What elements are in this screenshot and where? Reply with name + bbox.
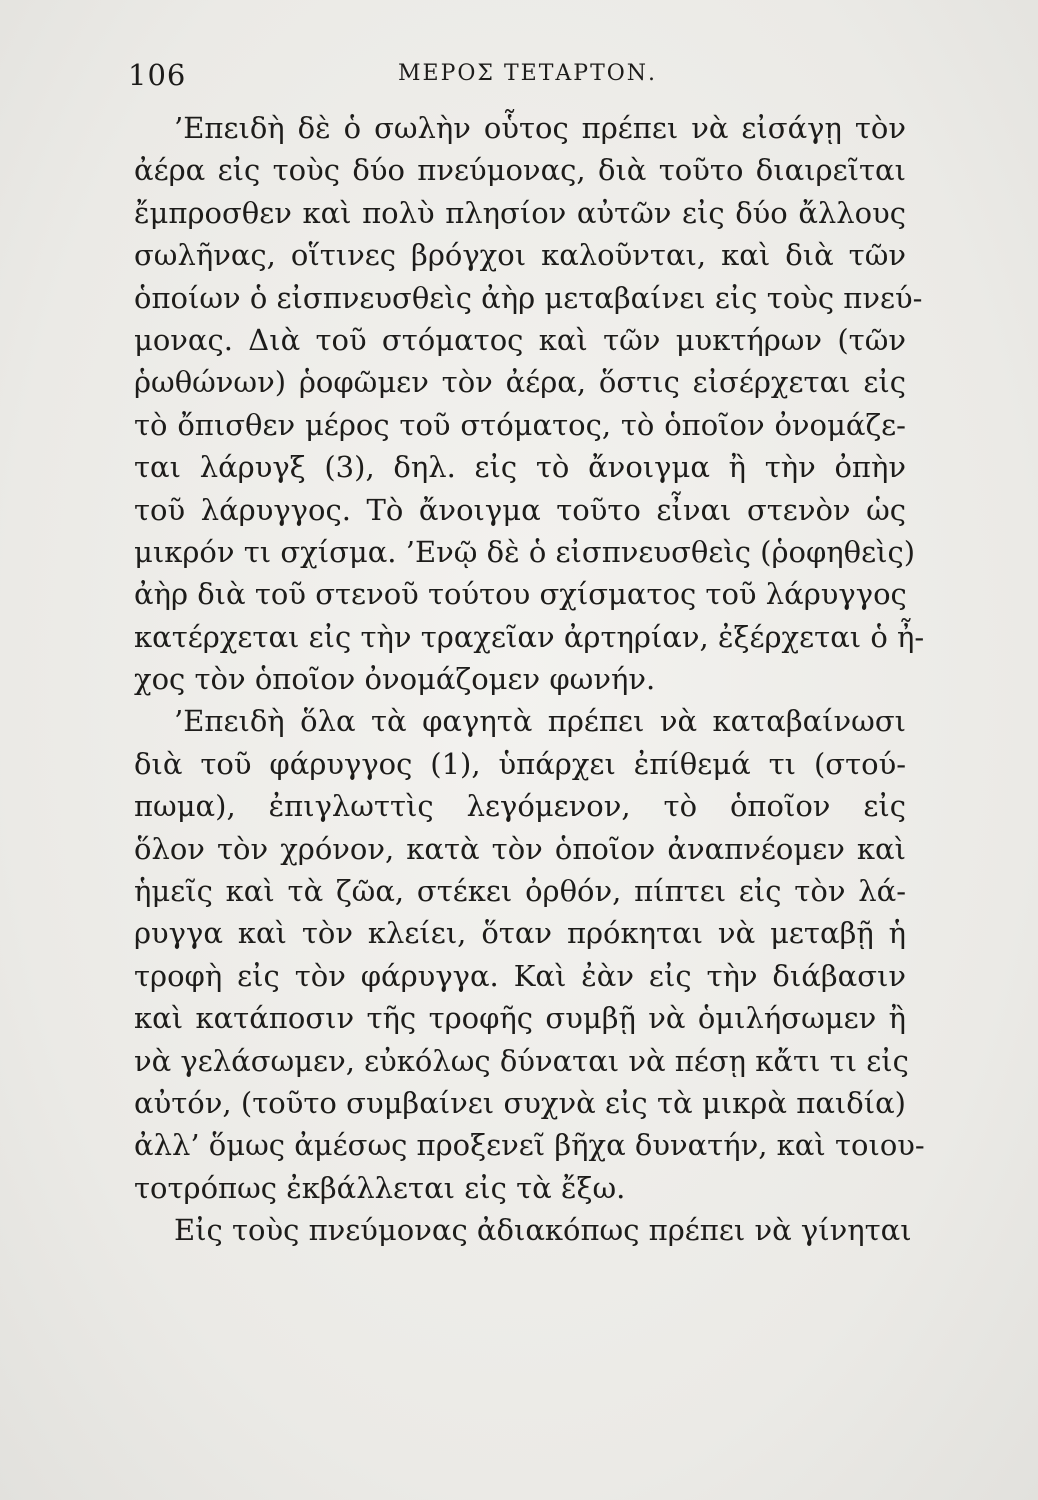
page-number: 106	[128, 58, 187, 92]
text-line: ὅλον τὸν χρόνον, κατὰ τὸν ὁποῖον ἀναπνέομεν καὶ	[134, 831, 906, 866]
text-line: χος τὸν ὁποῖον ὀνομάζομεν φωνήν.	[134, 662, 656, 697]
text-line: διὰ τοῦ φάρυγγος (1), ὑπάρχει ἐπίθεμά τι (στού-	[134, 746, 906, 781]
text-line: ἀέρα εἰς τοὺς δύο πνεύμονας, διὰ τοῦτο διαιρεῖται	[134, 153, 906, 188]
text-line: τὸ ὄπισθεν μέρος τοῦ στόματος, τὸ ὁποῖον ὀνομάζε-	[134, 407, 906, 442]
text-line: σωλῆνας, οἵτινες βρόγχοι καλοῦνται, καὶ διὰ τῶν	[134, 238, 906, 273]
text-line: ῥωθώνων) ῥοφῶμεν τὸν ἀέρα, ὅστις εἰσέρχεται εἰς	[134, 365, 906, 400]
text-line: νὰ γελάσωμεν, εὐκόλως δύναται νὰ πέσῃ κἄτι τι εἰς	[134, 1043, 909, 1078]
text-line: κατέρχεται εἰς τὴν τραχεῖαν ἀρτηρίαν, ἐξέρχεται ὁ ἦ-	[134, 619, 925, 654]
text-line: αὐτόν, (τοῦτο συμβαίνει συχνὰ εἰς τὰ μικρὰ παιδία)	[134, 1085, 906, 1120]
text-line: μικρόν τι σχίσμα. ’Ενῷ δὲ ὁ εἰσπνευσθεὶς (ῥοφηθεὶς)	[134, 534, 916, 569]
text-line: τοῦ λάρυγγος. Τὸ ἄνοιγμα τοῦτο εἶναι στενὸν ὡς	[134, 492, 906, 527]
text-line: ὁποίων ὁ εἰσπνευσθεὶς ἀὴρ μεταβαίνει εἰς τοὺς πνεύ-	[134, 280, 923, 315]
text-line: ἔμπροσθεν καὶ πολὺ πλησίον αὐτῶν εἰς δύο ἄλλους	[134, 195, 906, 230]
text-line: τροφὴ εἰς τὸν φάρυγγα. Καὶ ἐὰν εἰς τὴν διάβασιν	[134, 958, 906, 993]
text-line: ἀὴρ διὰ τοῦ στενοῦ τούτου σχίσματος τοῦ λάρυγγος	[134, 577, 907, 612]
text-line: τοτρόπως ἐκβάλλεται εἰς τὰ ἔξω.	[134, 1170, 626, 1205]
page-header	[128, 58, 908, 98]
text-line: ’Επειδὴ δὲ ὁ σωλὴν οὗτος πρέπει νὰ εἰσάγῃ τὸν	[174, 111, 906, 145]
text-line: ται λάρυγξ (3), δηλ. εἰς τὸ ἄνοιγμα ἢ τὴν ὀπὴν	[134, 450, 906, 485]
text-line: ἀλλ’ ὅμως ἀμέσως προξενεῖ βῆχα δυνατήν, καὶ τοιου-	[134, 1128, 925, 1163]
running-head: ΜΕΡΟΣ ΤΕΤΑΡΤΟΝ.	[398, 61, 658, 86]
text-line: Εἰς τοὺς πνεύμονας ἀδιακόπως πρέπει νὰ γίνηται	[174, 1213, 912, 1248]
text-line: πωμα), ἐπιγλωττὶς λεγόμενον, τὸ ὁποῖον εἰς	[134, 789, 906, 824]
text-line: μονας. Διὰ τοῦ στόματος καὶ τῶν μυκτήρων (τῶν	[134, 322, 906, 357]
text-line: ρυγγα καὶ τὸν κλείει, ὅταν πρόκηται νὰ μεταβῇ ἡ	[134, 916, 906, 951]
text-line: ’Επειδὴ ὅλα τὰ φαγητὰ πρέπει νὰ καταβαίνωσι	[174, 704, 906, 739]
text-line: ἡμεῖς καὶ τὰ ζῶα, στέκει ὀρθόν, πίπτει εἰς τὸν λά-	[134, 874, 906, 909]
body-text	[134, 107, 925, 1252]
text-line: καὶ κατάποσιν τῆς τροφῆς συμβῇ νὰ ὁμιλήσωμεν ἢ	[134, 1001, 906, 1036]
